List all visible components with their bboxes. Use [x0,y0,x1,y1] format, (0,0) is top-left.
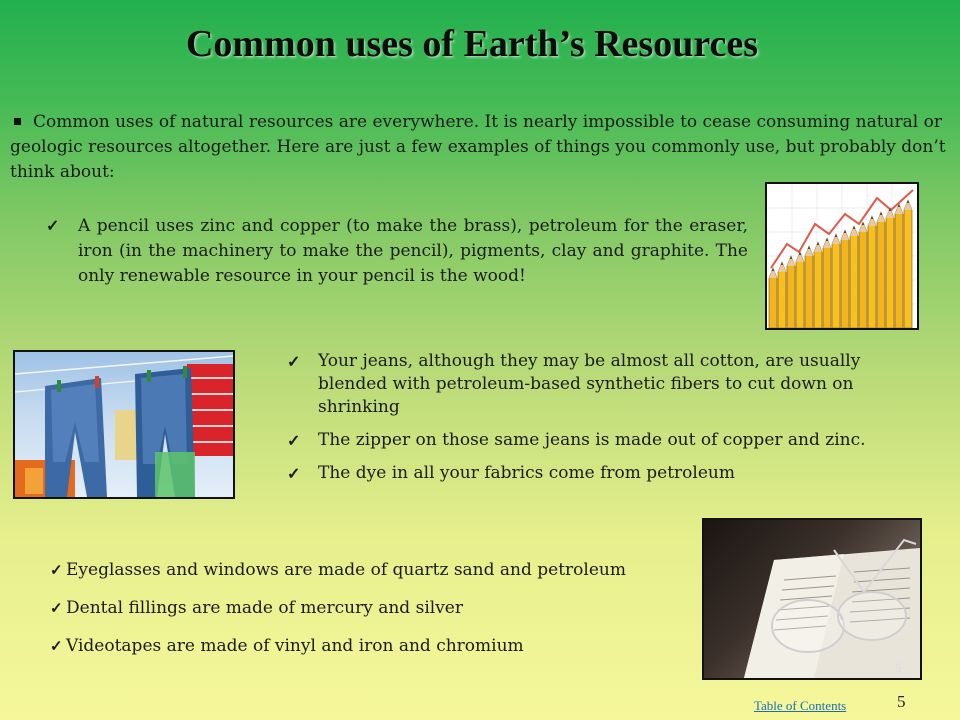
checkmark-icon: ✓ [46,216,60,235]
list-item: ✓ Your jeans, although they may be almost all cotton, are usually blended with petroleum-based synthetic fibers to cut down on shrinking [287,351,861,417]
checkmark-icon: ✓ [287,352,301,371]
corner-mark: 5 [895,660,902,675]
pencil-paragraph: A pencil uses zinc and copper (to make the brass), petroleum for the eraser, iron (in the machinery to make the pencil), pigments, clay and graphite. The only renewable resource in your pencil is the wood! [78,216,748,286]
list-item: ✓ Videotapes are made of vinyl and iron and chromium [50,636,524,656]
pencils-image [765,182,919,330]
checkmark-icon: ✓ [287,464,301,483]
intro-text: Common uses of natural resources are everywhere. It is nearly impossible to cease consuming natural or geologic resources altogether. Here are just a few examples of things you commonly use, but probably don’t think about: [10,112,946,182]
list-item: ✓ Eyeglasses and windows are made of quartz sand and petroleum [50,560,626,580]
intro-paragraph [10,110,950,185]
page-number: 5 [897,692,906,711]
list-item: ✓ The dye in all your fabrics come from petroleum [287,463,735,483]
list-item: ✓ The zipper on those same jeans is made out of copper and zinc. [287,430,866,450]
list-item: ✓ Dental fillings are made of mercury and silver [50,598,463,618]
checkmark-icon: ✓ [50,637,63,655]
other-uses-list [50,558,700,672]
checkmark-icon: ✓ [50,599,63,617]
page-title: Common uses of Earth’s Resources [185,23,759,65]
square-bullet-icon [14,118,21,125]
jeans-facts-list [287,350,927,495]
checkmark-icon: ✓ [50,561,63,579]
eyeglasses-book-image [702,518,922,680]
checkmark-icon: ✓ [287,431,301,450]
jeans-clothesline-image [13,350,235,499]
table-of-contents-link[interactable]: Table of Contents [754,698,847,713]
